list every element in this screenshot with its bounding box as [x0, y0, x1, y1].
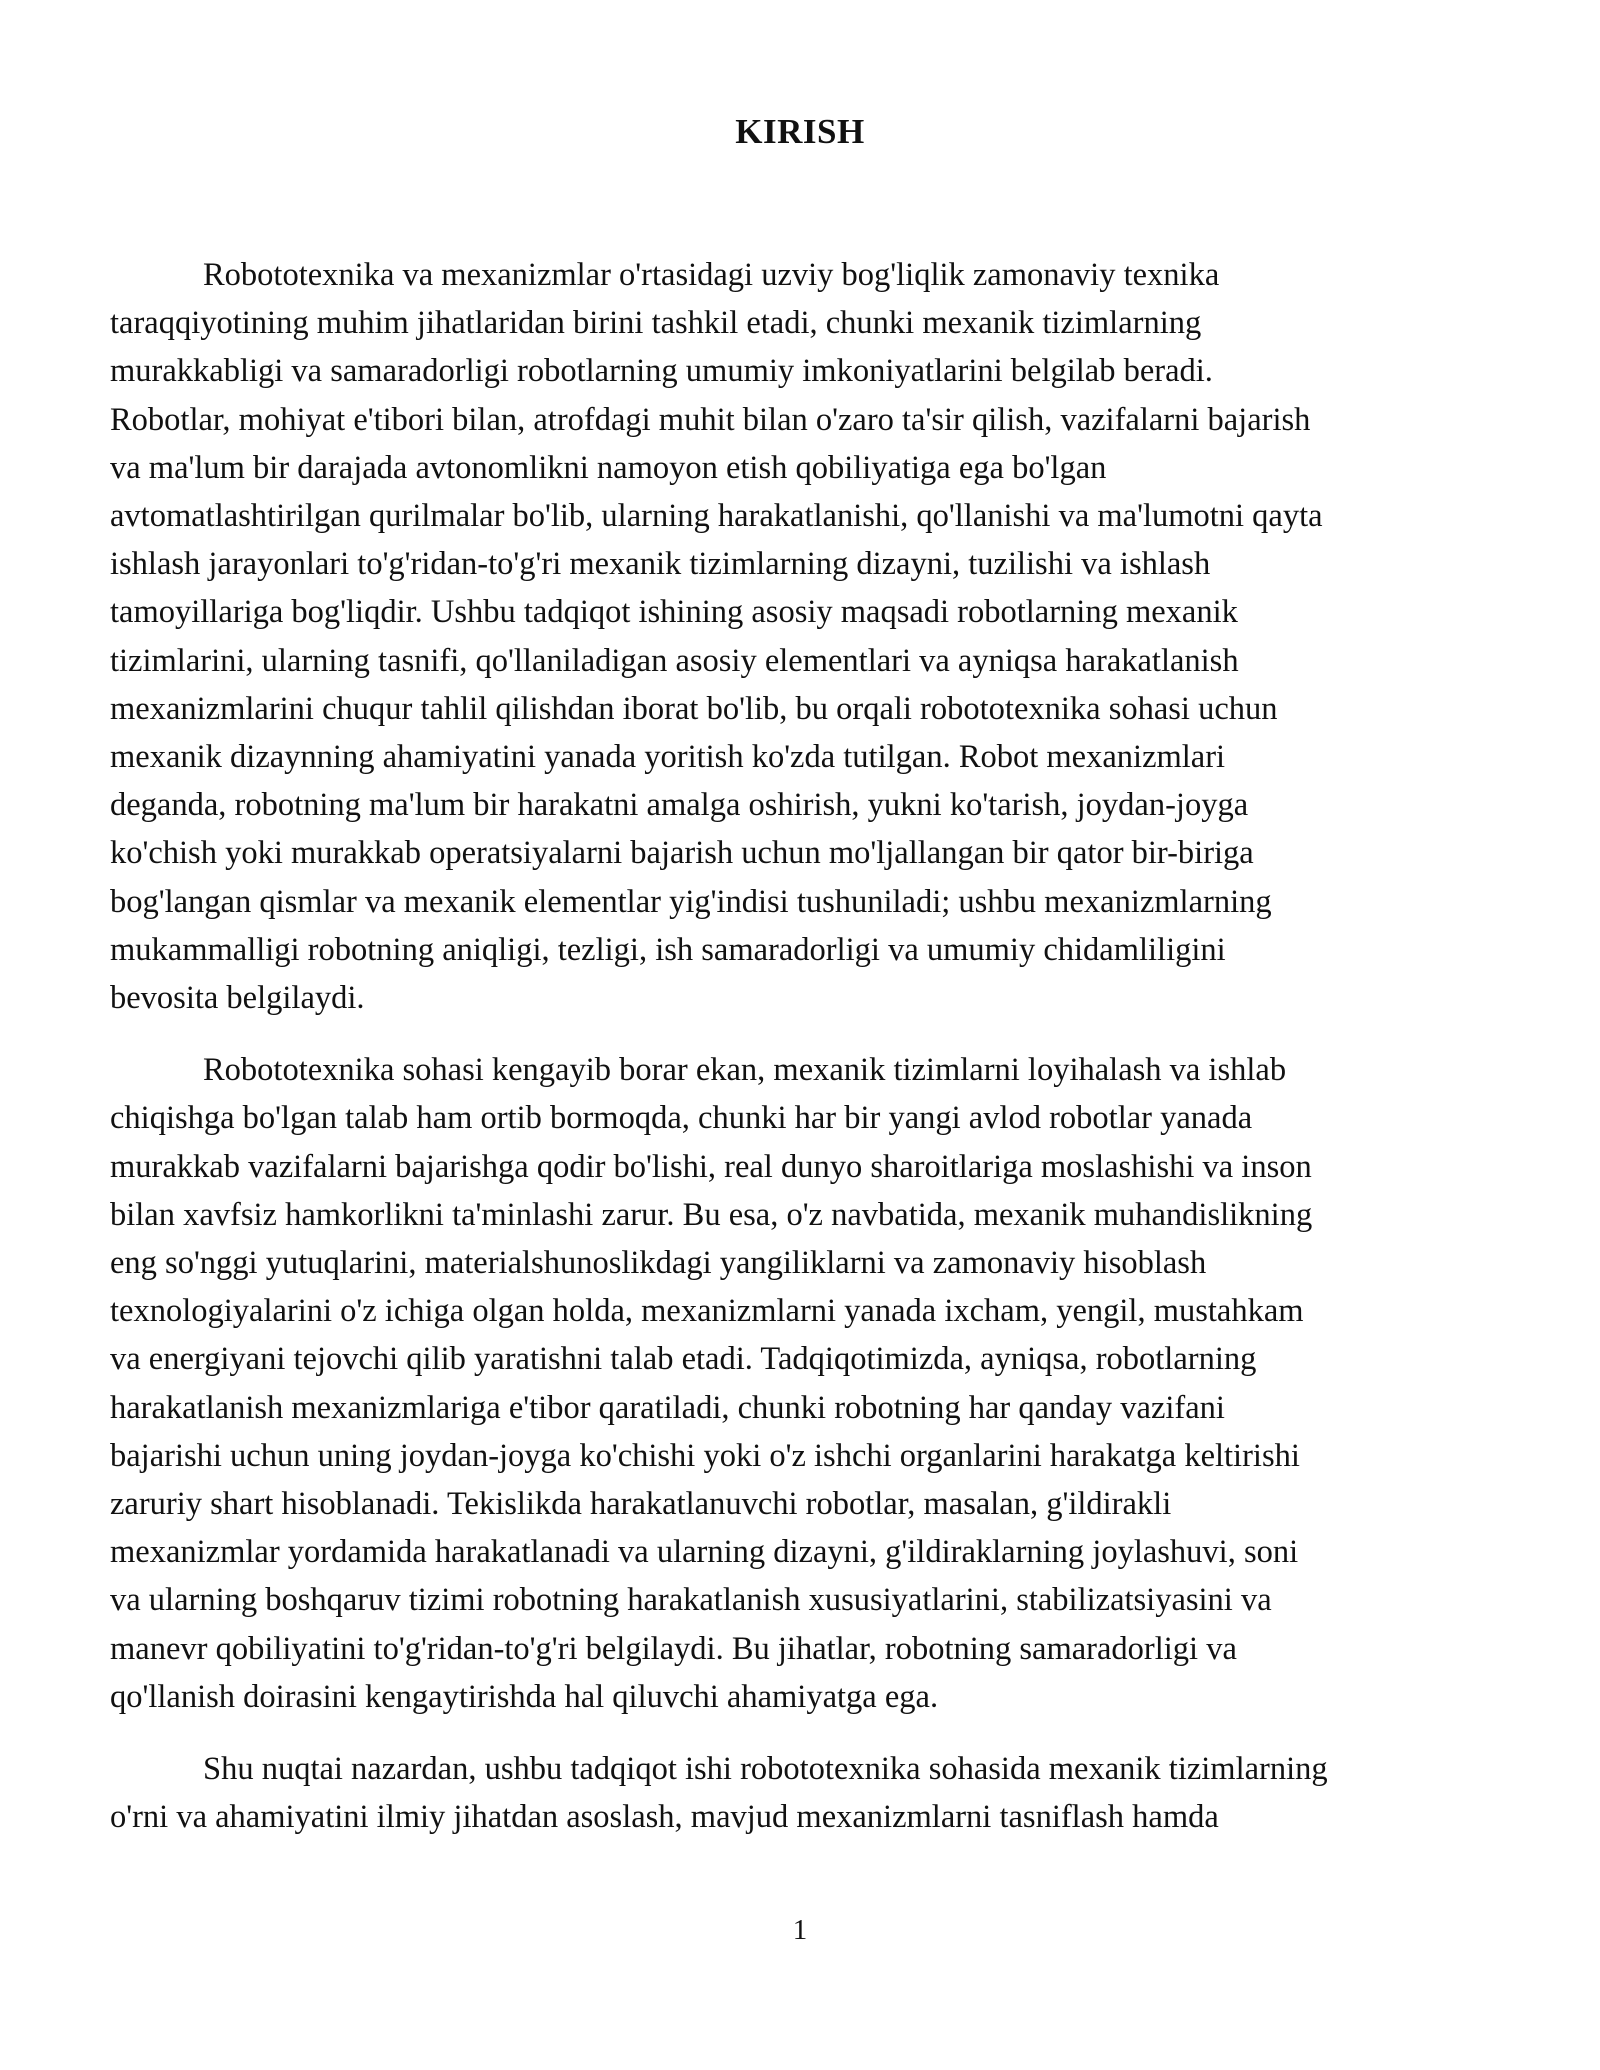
text-line: deganda, robotning ma'lum bir harakatni amalga oshirish, yukni ko'tarish, joydan-joyga	[110, 787, 1249, 824]
text-line: Shu nuqtai nazardan, ushbu tadqiqot ishi robototexnika sohasida mexanik tizimlarning	[203, 1751, 1328, 1788]
text-line: mukammalligi robotning aniqligi, tezligi, ish samaradorligi va umumiy chidamliligini	[110, 931, 1226, 968]
text-line: tamoyillariga bog'liqdir. Ushbu tadqiqot ishining asosiy maqsadi robotlarning mexanik	[110, 594, 1238, 631]
text-line: murakkab vazifalarni bajarishga qodir bo'lishi, real dunyo sharoitlariga moslashishi va inson	[110, 1148, 1312, 1185]
text-line: tizimlarini, ularning tasnifi, qo'llaniladigan asosiy elementlari va ayniqsa harakatlanish	[110, 642, 1239, 679]
text-line: o'rni va ahamiyatini ilmiy jihatdan asoslash, mavjud mexanizmlarni tasniflash hamda	[110, 1799, 1219, 1836]
text-line: qo'llanish doirasini kengaytirishda hal qiluvchi ahamiyatga ega.	[110, 1678, 939, 1715]
text-line: Robotlar, mohiyat e'tibori bilan, atrofdagi muhit bilan o'zaro ta'sir qilish, vazifalarni bajarish	[110, 401, 1311, 438]
text-line: manevr qobiliyatini to'g'ridan-to'g'ri belgilaydi. Bu jihatlar, robotning samaradorligi va	[110, 1630, 1237, 1667]
text-line: va ularning boshqaruv tizimi robotning harakatlanish xususiyatlarini, stabilizatsiyasini va	[110, 1582, 1272, 1619]
paragraph-3	[110, 1745, 1490, 1841]
text-line: eng so'nggi yutuqlarini, materialshunoslikdagi yangiliklarni va zamonaviy hisoblash	[110, 1245, 1207, 1282]
page-title: KIRISH	[735, 112, 865, 151]
text-line: mexanizmlar yordamida harakatlanadi va ularning dizayni, g'ildiraklarning joylashuvi, soni	[110, 1534, 1299, 1571]
text-line: bog'langan qismlar va mexanik elementlar yig'indisi tushuniladi; ushbu mexanizmlarning	[110, 883, 1272, 920]
text-line: bajarishi uchun uning joydan-joyga ko'chishi yoki o'z ishchi organlarini harakatga keltirishi	[110, 1437, 1300, 1474]
text-line: bilan xavfsiz hamkorlikni ta'minlashi zarur. Bu esa, o'z navbatida, mexanik muhandislikning	[110, 1196, 1313, 1233]
text-line: Robototexnika va mexanizmlar o'rtasidagi uzviy bog'liqlik zamonaviy texnika	[203, 257, 1220, 293]
text-line: zaruriy shart hisoblanadi. Tekislikda harakatlanuvchi robotlar, masalan, g'ildirakli	[110, 1486, 1172, 1523]
text-line: bevosita belgilaydi.	[110, 980, 365, 1017]
text-line: ko'chish yoki murakkab operatsiyalarni bajarish uchun mo'ljallangan bir qator bir-biriga	[110, 835, 1254, 872]
text-line: murakkabligi va samaradorligi robotlarning umumiy imkoniyatlarini belgilab beradi.	[110, 353, 1213, 390]
text-line: texnologiyalarini o'z ichiga olgan holda, mexanizmlarni yanada ixcham, yengil, mustahkam	[110, 1293, 1304, 1330]
text-line: harakatlanish mexanizmlariga e'tibor qaratiladi, chunki robotning har qanday vazifani	[110, 1389, 1225, 1426]
paragraph-2	[110, 1046, 1490, 1721]
text-line: taraqqiyotining muhim jihatlaridan birini tashkil etadi, chunki mexanik tizimlarning	[110, 305, 1202, 342]
text-line: ishlash jarayonlari to'g'ridan-to'g'ri mexanik tizimlarning dizayni, tuzilishi va ishlash	[110, 546, 1211, 583]
text-line: mexanik dizaynning ahamiyatini yanada yoritish ko'zda tutilgan. Robot mexanizmlari	[110, 739, 1226, 776]
paragraph-1	[110, 251, 1490, 1022]
text-line: Robototexnika sohasi kengayib borar ekan, mexanik tizimlarni loyihalash va ishlab	[203, 1052, 1287, 1089]
document-body	[110, 251, 1490, 1866]
text-line: va energiyani tejovchi qilib yaratishni talab etadi. Tadqiqotimizda, ayniqsa, robotlarning	[110, 1341, 1257, 1378]
text-line: mexanizmlarini chuqur tahlil qilishdan iborat bo'lib, bu orqali robototexnika sohasi uchun	[110, 690, 1278, 727]
text-line: avtomatlashtirilgan qurilmalar bo'lib, ularning harakatlanishi, qo'llanishi va ma'lumotni qayta	[110, 498, 1323, 535]
text-line: chiqishga bo'lgan talab ham ortib bormoqda, chunki har bir yangi avlod robotlar yanada	[110, 1100, 1253, 1137]
text-line: va ma'lum bir darajada avtonomlikni namoyon etish qobiliyatiga ega bo'lgan	[110, 449, 1107, 486]
page-number: 1	[792, 1914, 808, 1946]
